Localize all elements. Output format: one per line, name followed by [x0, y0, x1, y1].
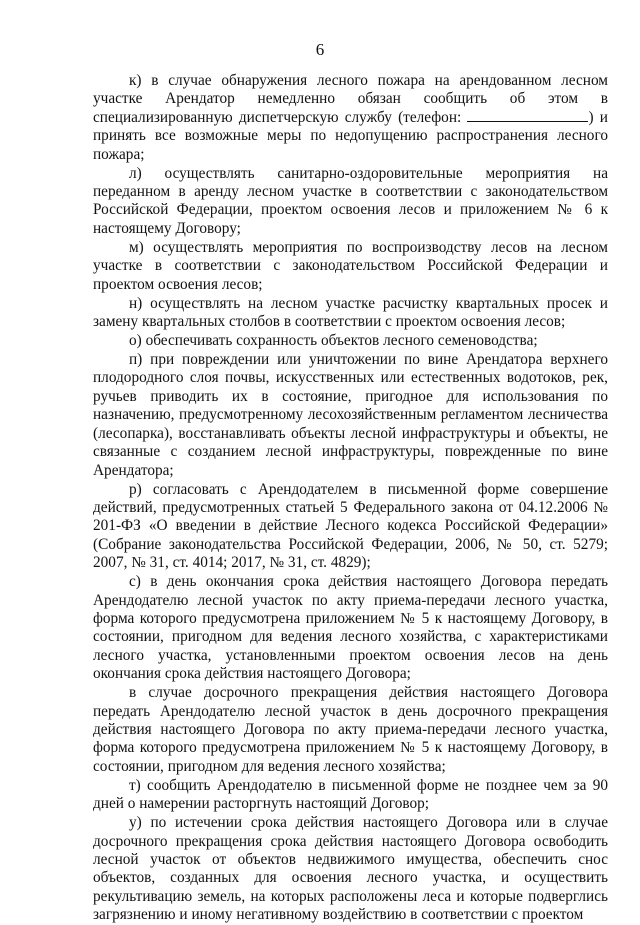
paragraph-k-text-start: к) в случае обнаружения лесного пожара на арендованном лесном участке Арендатор немедленно обязан сообщить об этом в специализированную диспетчерскую службу (телефон: — [93, 72, 608, 126]
document-body — [93, 72, 608, 925]
paragraph-u: у) по истечении срока действия настоящего Договора или в случае досрочного прекращения срока действия настоящего Договора освободить лесной участок от объектов недвижимого имущества, обеспечить снос объектов, созданных для освоения лесного участка, и осуществить рекультивацию земель, на которых расположены леса и которые подверглись загрязнению и иному негативному воздействию в соответствии с проектом — [93, 814, 608, 924]
paragraph-k-text-end: ) и принять все возможные меры по недопущению распространения лесного пожара; — [93, 108, 608, 163]
paragraph-l: л) осуществлять санитарно-оздоровительные мероприятия на переданном в аренду лесном участке в соответствии с законодательством Российской Федерации, проектом освоения лесов и приложением № 6 к настоящему Договору; — [93, 164, 608, 237]
paragraph-o: о) обеспечивать сохранность объектов лесного семеноводства; — [129, 332, 538, 350]
paragraph-s: с) в день окончания срока действия настоящего Договора передать Арендодателю лесной участок по акту приема-передачи лесного участка, форма которого предусмотрена приложением № 5 к настоящему Договору, в состоянии, пригодном для ведения лесного хозяйства, с характеристиками лесного участка, установленными проектом освоения лесов на день окончания срока действия настоящего Договора; — [93, 573, 608, 683]
paragraph-s-continued: в случае досрочного прекращения действия настоящего Договора передать Арендодателю лесной участок в день досрочного прекращения действия настоящего Договора по акту приема-передачи лесного участка, форма которого предусмотрена приложением № 5 к настоящему Договору, в состоянии, пригодном для ведения лесного хозяйства; — [93, 684, 608, 775]
paragraph-r: р) согласовать с Арендодателем в письменной форме совершение действий, предусмотренных статьей 5 Федерального закона от 04.12.2006 № 201-ФЗ «О введении в действие Лесного кодекса Российской Федерации» (Собрание законодательства Российской Федерации, 2006, № 50, ст. 5279; 2007, № 31, ст. 4014; 2017, № 31, ст. 4829); — [93, 480, 608, 572]
paragraph-t: т) сообщить Арендодателю в письменной форме не позднее чем за 90 дней о намерении расторгнуть настоящий Договор; — [93, 776, 608, 813]
phone-number-blank — [467, 109, 588, 122]
paragraph-p: п) при повреждении или уничтожении по вине Арендатора верхнего плодородного слоя почвы, искусственных или естественных водотоков, рек, ручьев приводить их в состояние, пригодное для использования по назначению, предусмотренному лесохозяйственным регламентом лесничества (лесопарка), восстанавливать объекты лесной инфраструктуры и объекты, не связанные с созданием лесной инфраструктуры, поврежденные по вине Арендатора; — [93, 351, 608, 479]
page-number: 6 — [315, 40, 325, 59]
paragraph-n: н) осуществлять на лесном участке расчистку квартальных просек и замену квартальных столбов в соответствии с проектом освоения лесов; — [93, 294, 608, 331]
paragraph-k — [93, 72, 608, 164]
paragraph-m: м) осуществлять мероприятия по воспроизводству лесов на лесном участке в соответствии с законодательством Российской Федерации и проектом освоения лесов; — [93, 238, 608, 293]
